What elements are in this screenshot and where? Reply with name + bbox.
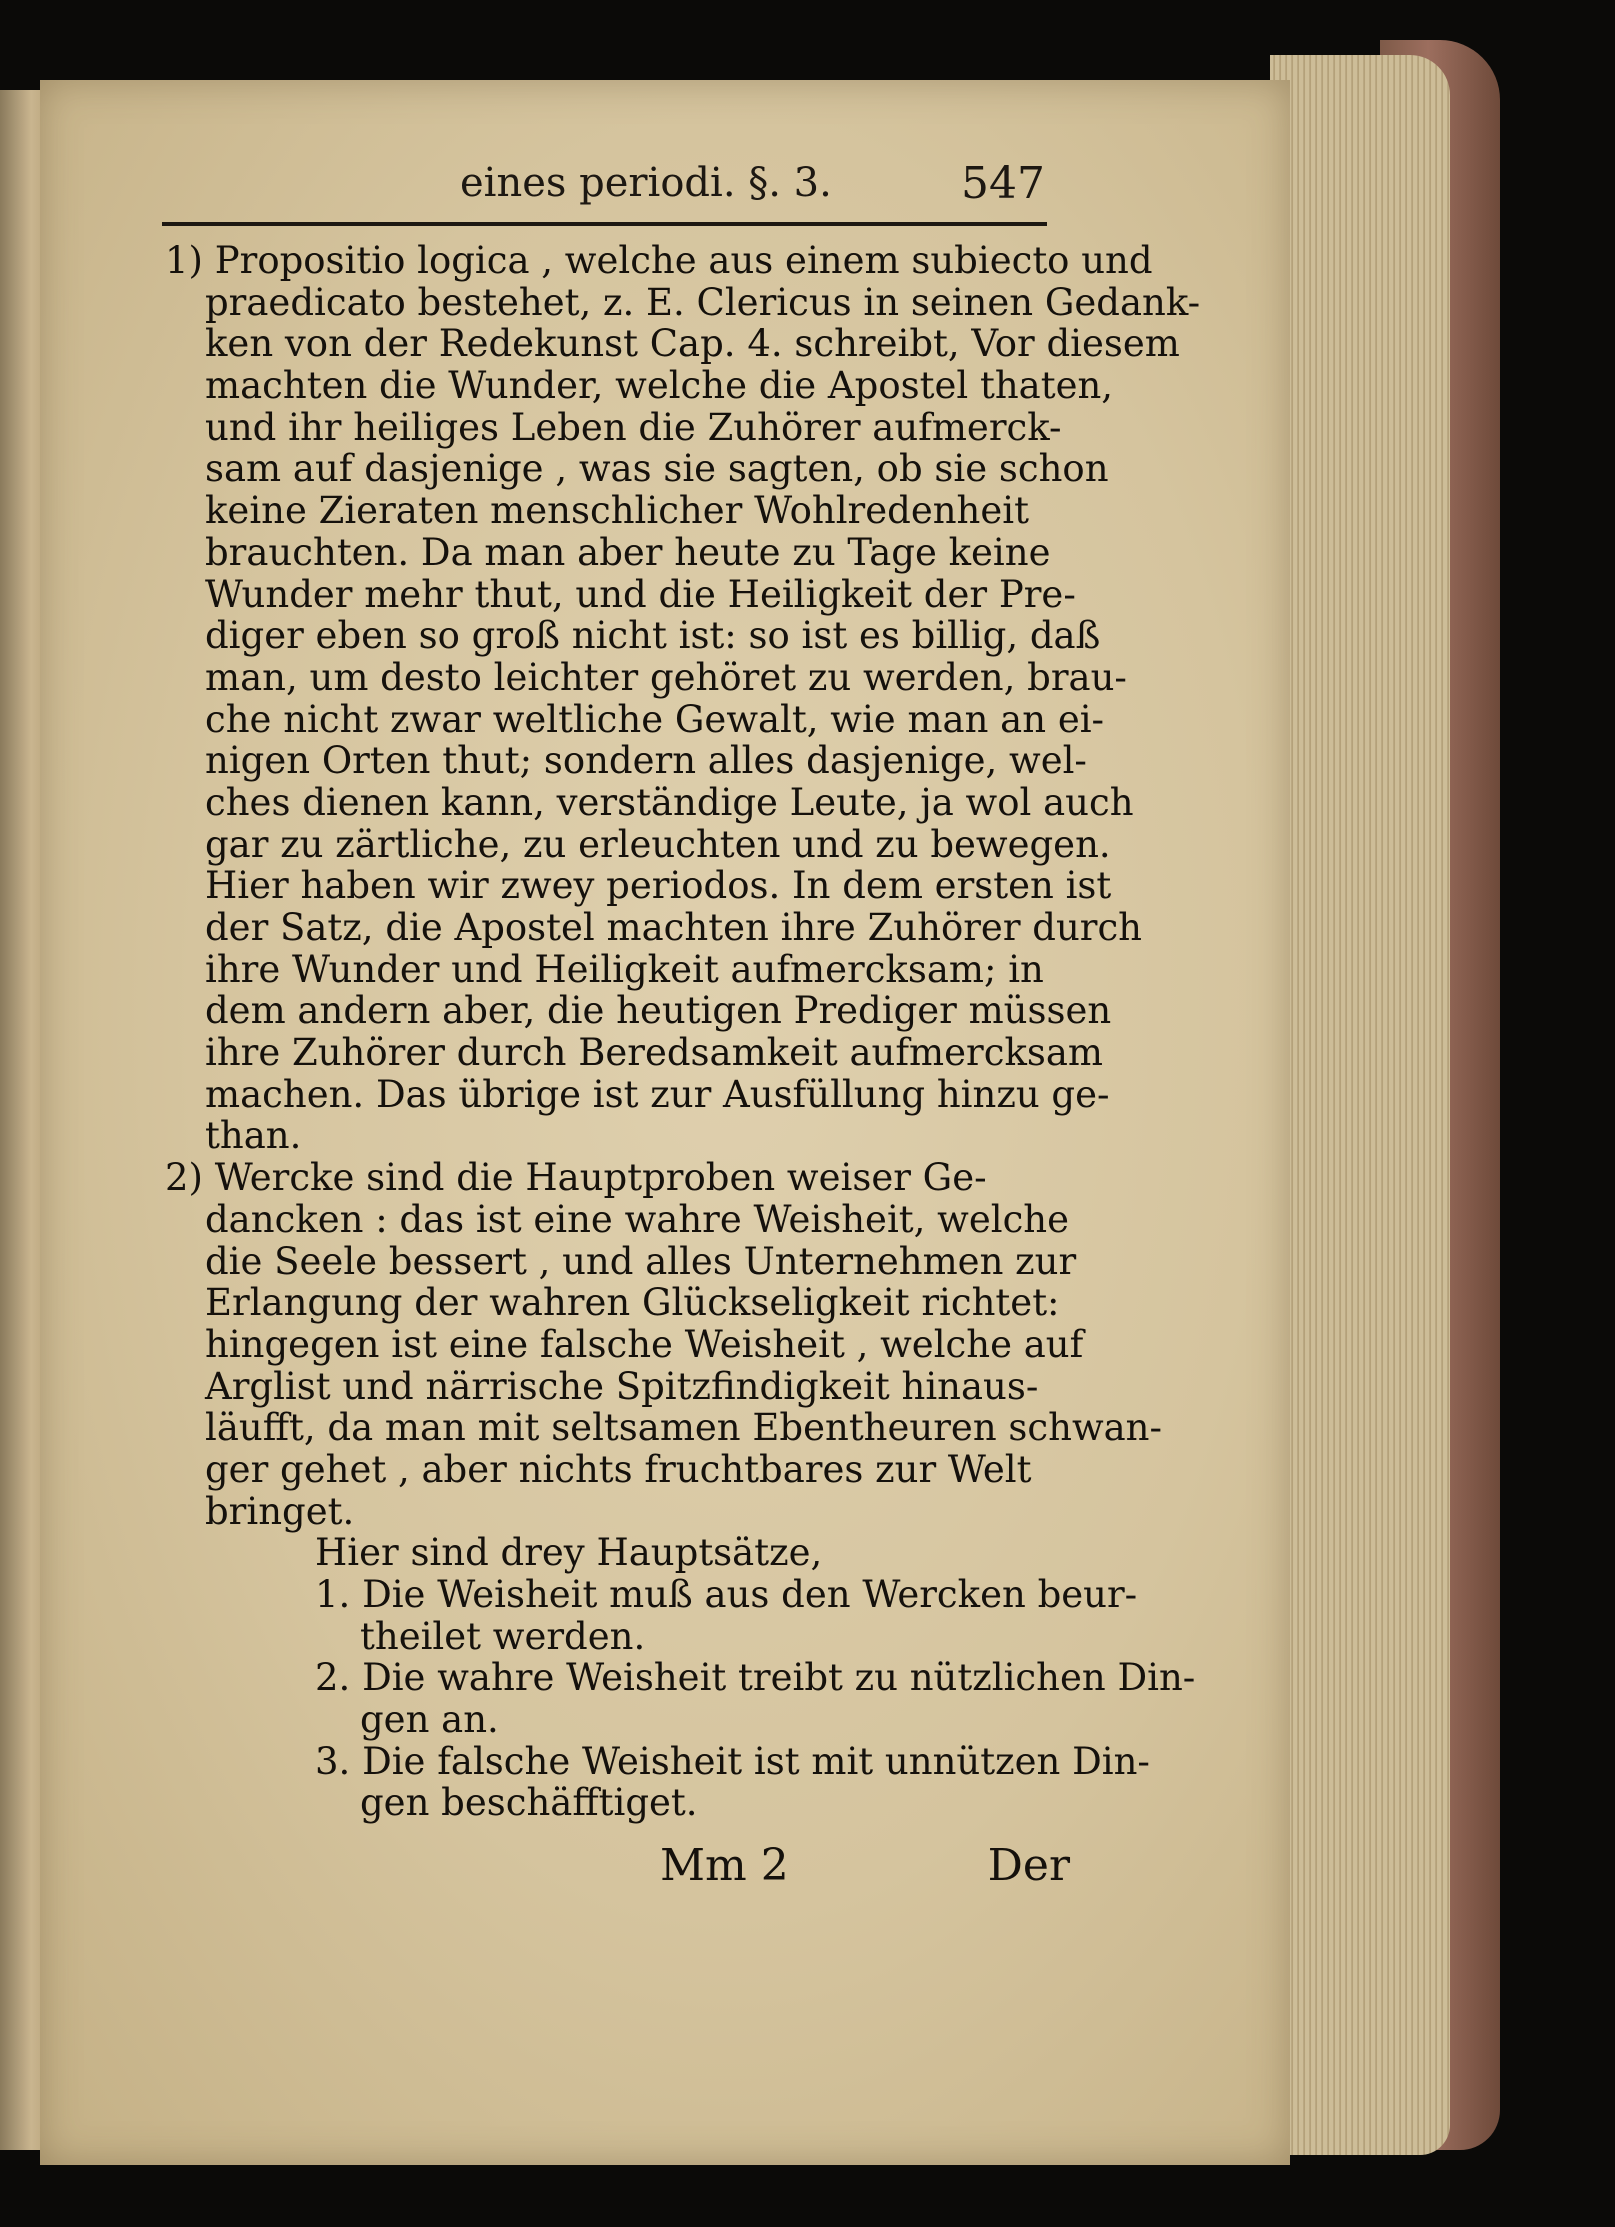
page-number: 547 [961,158,1045,209]
text-line: ger gehet , aber nichts fruchtbares zur Welt [205,1447,1032,1491]
text-line: Hier sind drey Hauptsätze, [315,1531,823,1575]
text-line: Wunder mehr thut, und die Heiligkeit der Pre- [205,572,1076,616]
text-line: ihre Zuhörer durch Beredsamkeit aufmercksam [205,1031,1103,1075]
text-line: theilet werden. [360,1614,646,1658]
page-footer [650,1840,1070,1900]
text-line: gar zu zärtliche, zu erleuchten und zu bewegen. [205,822,1111,866]
text-line: der Satz, die Apostel machten ihre Zuhörer durch [205,906,1143,949]
text-line: bringet. [205,1489,355,1533]
text-line: keine Zieraten menschlicher Wohlredenheit [205,489,1029,533]
text-line: 2. Die wahre Weisheit treibt zu nützlichen Din- [315,1656,1196,1700]
text-line: praedicato bestehet, z. E. Clericus in seinen Gedank- [205,280,1201,324]
page-block-edges [1270,55,1450,2155]
running-header [160,150,1045,220]
running-title: eines periodi. §. 3. [460,160,832,206]
text-line: Arglist und närrische Spitzfindigkeit hinaus- [205,1364,1039,1408]
text-line: 3. Die falsche Weisheit ist mit unnützen Din- [315,1739,1150,1783]
text-line: che nicht zwar weltliche Gewalt, wie man an ei- [205,697,1105,741]
text-line: 1. Die Weisheit muß aus den Wercken beur- [315,1573,1138,1616]
text-line: ihre Wunder und Heiligkeit aufmercksam; in [205,947,1044,991]
text-line: läufft, da man mit seltsamen Ebentheuren schwan- [205,1406,1163,1450]
text-line: man, um desto leichter gehöret zu werden, brau- [205,655,1127,699]
text-line: Hier haben wir zwey periodos. In dem ersten ist [205,864,1112,908]
text-line: ken von der Redekunst Cap. 4. schreibt, Vor diesem [205,322,1180,366]
header-rule [162,222,1047,226]
text-line: gen an. [360,1698,499,1742]
text-line: sam auf dasjenige , was sie sagten, ob sie schon [205,447,1109,491]
text-line: ches dienen kann, verständige Leute, ja wol auch [205,780,1134,824]
text-line: und ihr heiliges Leben die Zuhörer aufmerck- [205,405,1062,449]
text-line: nigen Orten thut; sondern alles dasjenige, wel- [205,739,1087,783]
text-line: diger eben so groß nicht ist: so ist es billig, daß [205,614,1101,658]
text-line: machen. Das übrige ist zur Ausfüllung hinzu ge- [205,1072,1110,1116]
text-line: machten die Wunder, welche die Apostel thaten, [205,364,1114,408]
text-line: dem andern aber, die heutigen Prediger müssen [205,989,1112,1033]
page-text [165,239,1201,1825]
signature-mark: Mm 2 [660,1840,789,1891]
text-line: dancken : das ist eine wahre Weisheit, welche [205,1197,1070,1241]
text-line: Erlangung der wahren Glückseligkeit richtet: [205,1281,1060,1325]
text-line: than. [205,1114,302,1158]
text-line: brauchten. Da man aber heute zu Tage keine [205,530,1051,574]
text-line: gen beschäfftiget. [360,1781,698,1825]
text-line: 2) Wercke sind die Hauptproben weiser Ge- [165,1156,987,1200]
text-line: hingegen ist eine falsche Weisheit , welche auf [205,1322,1084,1366]
text-line: die Seele bessert , und alles Unternehmen zur [205,1239,1077,1283]
catchword: Der [987,1840,1070,1891]
text-line: 1) Propositio logica , welche aus einem subiecto und [165,239,1153,282]
